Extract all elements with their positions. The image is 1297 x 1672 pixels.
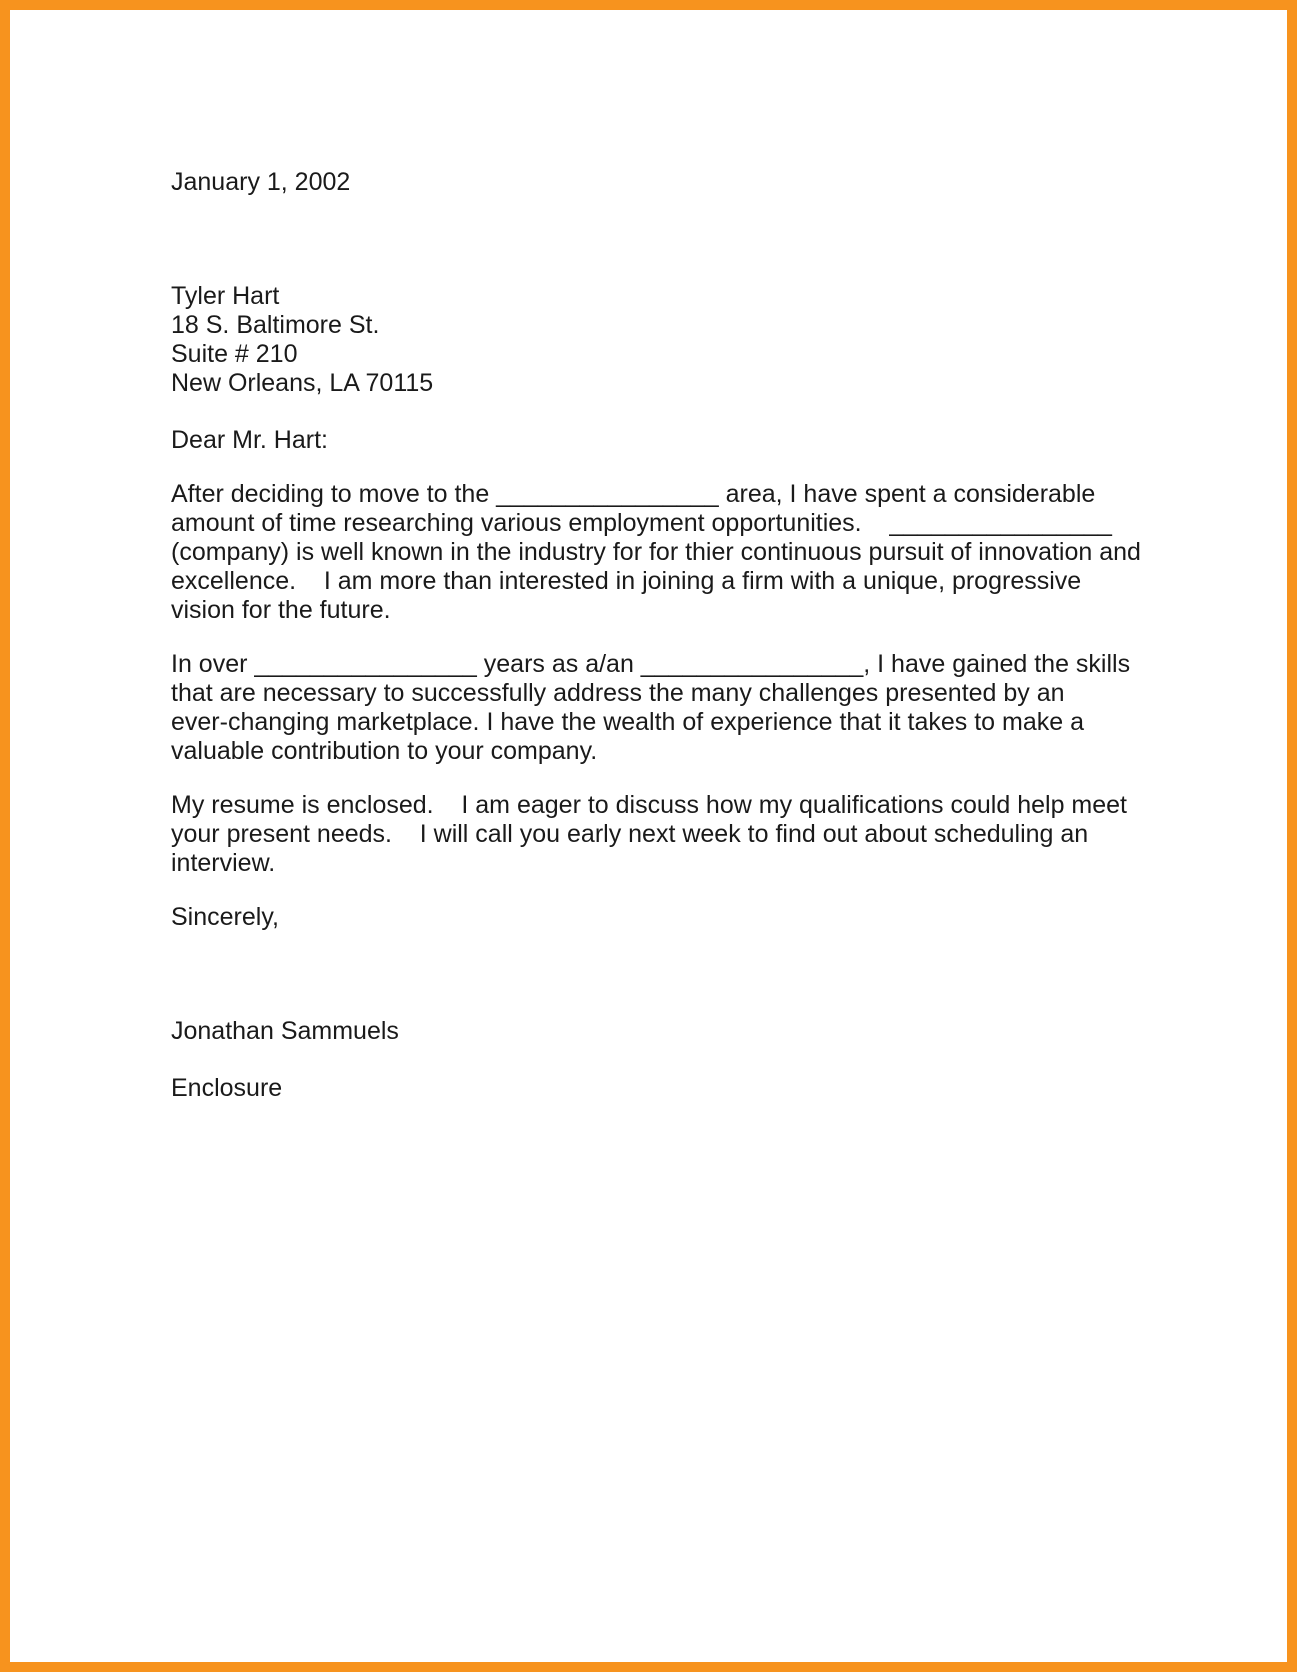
paragraph-1	[171, 480, 1161, 625]
paragraph-line: excellence. I am more than interested in joining a firm with a unique, progressive	[171, 567, 1082, 595]
signature-name: Jonathan Sammuels	[171, 1017, 399, 1045]
date-line: January 1, 2002	[171, 168, 351, 196]
recipient-address	[171, 282, 1161, 398]
recipient-street: 18 S. Baltimore St.	[171, 311, 380, 339]
paragraph-line: your present needs. I will call you early next week to find out about scheduling an	[171, 820, 1089, 848]
recipient-suite: Suite # 210	[171, 340, 298, 368]
signature	[171, 1017, 1161, 1046]
salutation	[171, 426, 1161, 455]
letter-body	[171, 168, 1161, 1103]
salutation-line: Dear Mr. Hart:	[171, 426, 328, 454]
enclosure-line: Enclosure	[171, 1074, 283, 1102]
paragraph-3	[171, 791, 1161, 878]
paragraph-line: My resume is enclosed. I am eager to discuss how my qualifications could help meet	[171, 791, 1127, 819]
paragraph-line: valuable contribution to your company.	[171, 737, 598, 765]
closing-line: Sincerely,	[171, 903, 279, 931]
paragraph-2	[171, 650, 1161, 766]
paragraph-line: that are necessary to successfully address the many challenges presented by an	[171, 679, 1065, 707]
paragraph-line: In over ________________ years as a/an ________________, I have gained the skills	[171, 650, 1131, 678]
paragraph-line: interview.	[171, 849, 276, 877]
paragraph-line: ever-changing marketplace. I have the wealth of experience that it takes to make a	[171, 708, 1085, 736]
recipient-city-state-zip: New Orleans, LA 70115	[171, 369, 434, 397]
recipient-name: Tyler Hart	[171, 282, 280, 310]
letter-date	[171, 168, 1161, 197]
enclosure	[171, 1074, 1161, 1103]
paragraph-line: amount of time researching various employment opportunities. ________________	[171, 509, 1112, 537]
paragraph-line: (company) is well known in the industry for for thier continuous pursuit of innovation and	[171, 538, 1141, 566]
paragraph-line: After deciding to move to the ________________ area, I have spent a considerable	[171, 480, 1096, 508]
paragraph-line: vision for the future.	[171, 596, 391, 624]
closing	[171, 903, 1161, 932]
